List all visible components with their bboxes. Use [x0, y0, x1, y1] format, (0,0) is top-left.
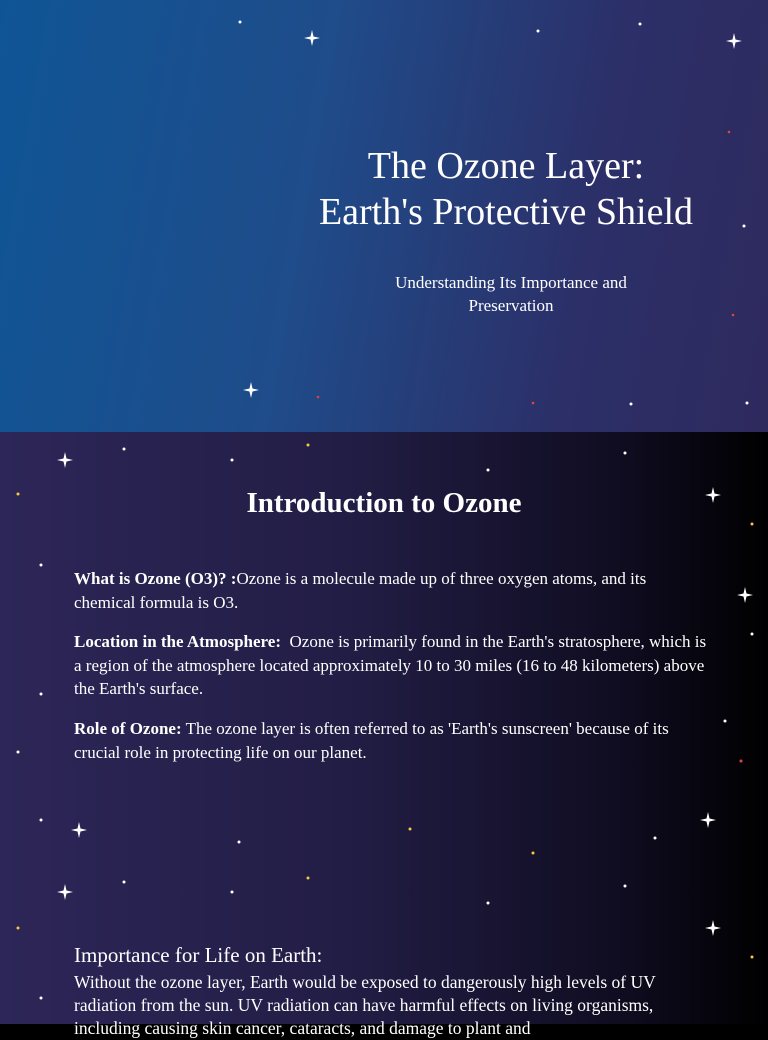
presentation-subtitle: Understanding Its Importance and Preservation [395, 273, 627, 315]
dot-star-icon [487, 469, 490, 472]
dot-star-icon [123, 881, 126, 884]
dot-star-icon [40, 819, 43, 822]
sparkle-star-icon [57, 452, 73, 468]
yellow-star-icon [751, 956, 754, 959]
yellow-star-icon [532, 852, 535, 855]
section-subheading: Importance for Life on Earth: [74, 943, 323, 967]
dot-star-icon [40, 693, 43, 696]
dot-star-icon [231, 891, 234, 894]
sparkle-star-icon [71, 822, 87, 838]
slide-heading: Introduction to Ozone [246, 487, 522, 519]
red-star-icon [732, 314, 735, 317]
dot-star-icon [537, 30, 540, 33]
paragraph-label: What is Ozone (O3)? : [74, 569, 237, 588]
dot-star-icon [231, 459, 234, 462]
red-star-icon [317, 396, 320, 399]
dot-star-icon [624, 885, 627, 888]
yellow-star-icon [307, 877, 310, 880]
intro-slide [0, 432, 768, 1038]
paragraph-label: Role of Ozone: [74, 719, 182, 738]
dot-star-icon [238, 841, 241, 844]
sparkle-star-icon [705, 920, 721, 936]
paragraph-label: Location in the Atmosphere: [74, 632, 281, 651]
paragraph-role [74, 717, 710, 764]
paragraph-text: The ozone layer is often referred to as 'Earth's sunscreen' because of its crucial role in protecting life on our planet. [74, 719, 669, 762]
dot-star-icon [487, 902, 490, 905]
dot-star-icon [654, 837, 657, 840]
sparkle-star-icon [243, 382, 259, 398]
sparkle-star-icon [726, 33, 742, 49]
dot-star-icon [17, 751, 20, 754]
dot-star-icon [239, 21, 242, 24]
dot-star-icon [630, 403, 633, 406]
red-star-icon [740, 760, 743, 763]
title-line-2: Earth's Protective Shield [318, 191, 694, 233]
title-line-1: The Ozone Layer: [367, 145, 645, 187]
red-star-icon [532, 402, 535, 405]
dot-star-icon [751, 633, 754, 636]
dot-star-icon [746, 402, 749, 405]
yellow-star-icon [17, 927, 20, 930]
yellow-star-icon [307, 444, 310, 447]
dot-star-icon [624, 452, 627, 455]
sparkle-star-icon [737, 587, 753, 603]
paragraph-what-is-ozone [74, 567, 710, 614]
sparkle-star-icon [700, 812, 716, 828]
dot-star-icon [40, 564, 43, 567]
yellow-star-icon [409, 828, 412, 831]
dot-star-icon [123, 448, 126, 451]
red-star-icon [728, 131, 731, 134]
presentation-title [246, 143, 766, 235]
section-body-text: Without the ozone layer, Earth would be exposed to dangerously high levels of UV radiation from the sun. UV radiation can have harmful effects on living organisms, including causing skin cancer, cataracts, and damage to plant and [74, 972, 656, 1038]
paragraph-location [74, 630, 710, 701]
yellow-star-icon [751, 523, 754, 526]
title-slide [0, 0, 768, 432]
sparkle-star-icon [57, 884, 73, 900]
dot-star-icon [639, 23, 642, 26]
paragraph-text: Ozone is primarily found in the Earth's stratosphere, which is a region of the atmosphere located approximately 10 to 30 miles (16 to 48 kilometers) above the Earth's surface. [74, 632, 707, 698]
dot-star-icon [724, 720, 727, 723]
paragraph-text: Ozone is a molecule made up of three oxygen atoms, and its chemical formula is O3. [74, 569, 647, 612]
dot-star-icon [40, 997, 43, 1000]
sparkle-star-icon [304, 30, 320, 46]
